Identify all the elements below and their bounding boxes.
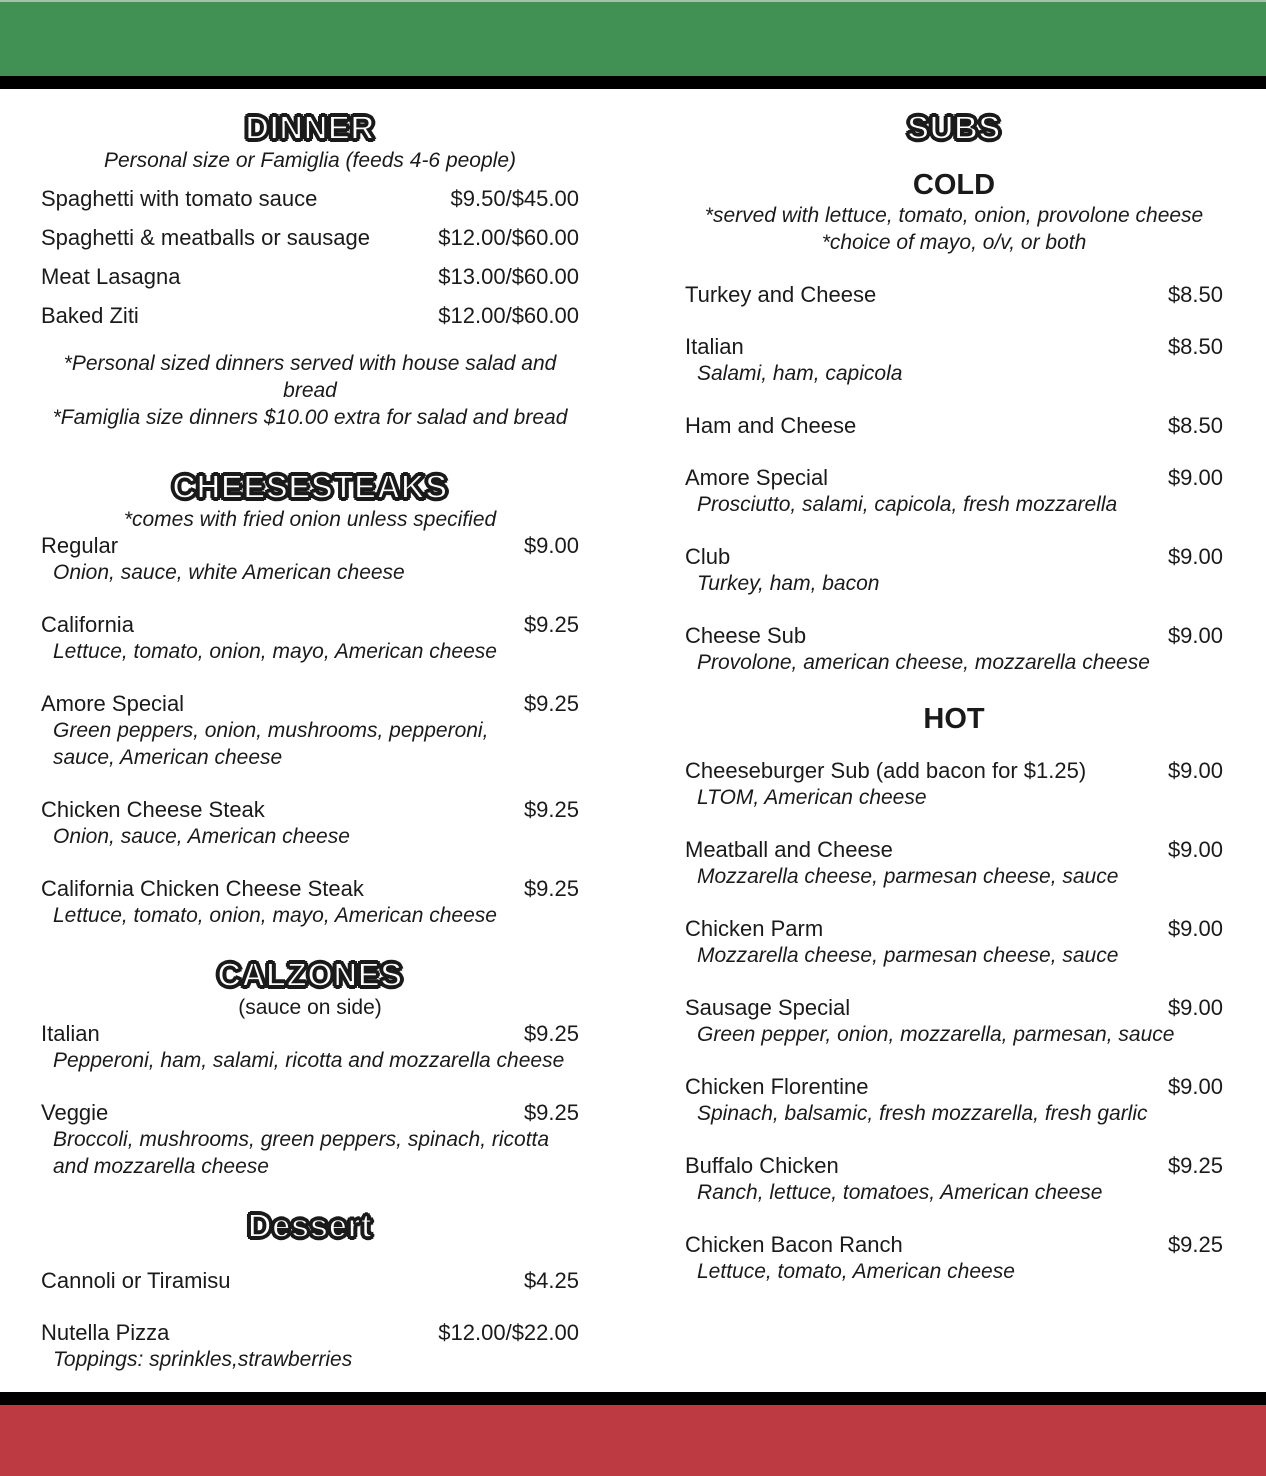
menu-item xyxy=(41,1021,579,1074)
item-name: Cheeseburger Sub (add bacon for $1.25) xyxy=(685,758,1087,783)
dessert-section xyxy=(41,1206,579,1373)
item-description: Provolone, american cheese, mozzarella cheese xyxy=(697,651,1150,674)
section-title-cheesesteaks: CHEESESTEAKS xyxy=(172,468,448,505)
item-description: Onion, sauce, American cheese xyxy=(53,825,350,848)
menu-item xyxy=(41,691,579,771)
item-description: Green pepper, onion, mozzarella, parmesan, sauce xyxy=(697,1023,1175,1046)
item-name: Nutella Pizza xyxy=(41,1320,170,1345)
menu-item xyxy=(685,1153,1223,1206)
section-title-dinner: DINNER xyxy=(245,109,375,146)
item-description: Prosciutto, salami, capicola, fresh mozzarella xyxy=(697,493,1118,516)
menu-item xyxy=(685,916,1223,969)
item-description: Lettuce, tomato, onion, mayo, American cheese xyxy=(53,640,497,663)
cold-heading: COLD xyxy=(912,169,996,201)
menu-item xyxy=(685,544,1223,597)
item-name: Meatball and Cheese xyxy=(685,837,893,862)
calzones-subtitle: (sauce on side) xyxy=(238,996,382,1019)
item-price: $9.00 xyxy=(1167,837,1223,862)
item-description: Green peppers, onion, mushrooms, pepperoni, sauce, American cheese xyxy=(53,719,489,769)
item-description: Turkey, ham, bacon xyxy=(697,572,880,595)
menu-item xyxy=(41,1100,579,1180)
item-price: $9.00 xyxy=(1167,758,1223,783)
item-description: Lettuce, tomato, onion, mayo, American cheese xyxy=(53,904,497,927)
item-description: Mozzarella cheese, parmesan cheese, sauce xyxy=(697,944,1119,967)
item-price: $9.00 xyxy=(1167,465,1223,490)
menu-item xyxy=(41,264,579,290)
item-description: LTOM, American cheese xyxy=(697,786,927,809)
menu-item xyxy=(41,612,579,665)
cold-note: *choice of mayo, o/v, or both xyxy=(821,231,1087,254)
dinner-note: *Famiglia size dinners $10.00 extra for salad and bread xyxy=(52,406,568,429)
item-description: Onion, sauce, white American cheese xyxy=(53,561,405,584)
item-description: Lettuce, tomato, American cheese xyxy=(697,1260,1015,1283)
menu-item xyxy=(685,465,1223,518)
item-price: $9.00 xyxy=(1167,544,1223,569)
menu-item xyxy=(685,413,1223,439)
menu-item xyxy=(685,1074,1223,1127)
item-name: Chicken Cheese Steak xyxy=(41,797,265,822)
menu-item xyxy=(41,876,579,929)
left-column xyxy=(41,108,579,1399)
item-description: Toppings: sprinkles,strawberries xyxy=(53,1348,353,1371)
item-price: $8.50 xyxy=(1167,334,1223,359)
item-price: $9.25 xyxy=(523,797,579,822)
item-name: Regular xyxy=(41,533,119,558)
dinner-section xyxy=(41,108,579,431)
section-title-dessert: Dessert xyxy=(247,1207,373,1244)
item-price: $9.25 xyxy=(523,1021,579,1046)
item-price: $9.25 xyxy=(523,691,579,716)
item-name: Meat Lasagna xyxy=(41,264,181,289)
item-price: $12.00/$22.00 xyxy=(438,1320,579,1345)
menu-item xyxy=(685,334,1223,387)
item-price: $9.25 xyxy=(1167,1153,1223,1178)
item-name: Ham and Cheese xyxy=(685,413,857,438)
bottom-color-band xyxy=(0,1405,1266,1476)
top-color-band xyxy=(0,0,1266,76)
cheesesteaks-section xyxy=(41,467,579,929)
item-price: $12.00/$60.00 xyxy=(438,303,579,328)
top-black-bar xyxy=(0,76,1266,89)
item-price: $9.25 xyxy=(1167,1232,1223,1257)
menu-item xyxy=(685,282,1223,308)
item-price: $9.50/$45.00 xyxy=(450,186,579,211)
item-name: Baked Ziti xyxy=(41,303,139,328)
item-description: Spinach, balsamic, fresh mozzarella, fresh garlic xyxy=(697,1102,1148,1125)
item-name: Chicken Bacon Ranch xyxy=(685,1232,903,1257)
menu-item xyxy=(685,623,1223,676)
item-name: Buffalo Chicken xyxy=(685,1153,839,1178)
item-name: California Chicken Cheese Steak xyxy=(41,876,364,901)
cheesesteaks-subtitle: *comes with fried onion unless specified xyxy=(123,508,497,531)
menu-item xyxy=(41,303,579,329)
item-price: $9.25 xyxy=(523,876,579,901)
item-description: Salami, ham, capicola xyxy=(697,362,903,385)
item-price: $12.00/$60.00 xyxy=(438,225,579,250)
section-title-calzones: CALZONES xyxy=(217,956,403,993)
item-description: Pepperoni, ham, salami, ricotta and mozzarella cheese xyxy=(53,1049,565,1072)
cold-subs-section xyxy=(685,168,1223,676)
item-price: $9.25 xyxy=(523,1100,579,1125)
item-name: Spaghetti & meatballs or sausage xyxy=(41,225,370,250)
menu-item xyxy=(41,1268,579,1294)
item-name: Spaghetti with tomato sauce xyxy=(41,186,318,211)
item-price: $9.00 xyxy=(1167,995,1223,1020)
right-column xyxy=(685,108,1223,1311)
dinner-note: *Personal sized dinners served with house salad and bread xyxy=(63,352,557,402)
menu-item xyxy=(41,533,579,586)
item-price: $9.00 xyxy=(1167,623,1223,648)
bottom-black-bar xyxy=(0,1392,1266,1405)
menu-item xyxy=(685,1232,1223,1285)
item-name: Chicken Florentine xyxy=(685,1074,869,1099)
menu-item xyxy=(685,837,1223,890)
section-title-subs: SUBS xyxy=(907,109,1001,146)
menu-item xyxy=(685,995,1223,1048)
menu-item xyxy=(41,186,579,212)
dinner-subtitle: Personal size or Famiglia (feeds 4-6 people) xyxy=(103,149,517,172)
item-name: Amore Special xyxy=(41,691,185,716)
item-name: California xyxy=(41,612,134,637)
item-price: $13.00/$60.00 xyxy=(438,264,579,289)
item-name: Veggie xyxy=(41,1100,109,1125)
item-price: $9.25 xyxy=(523,612,579,637)
item-name: Italian xyxy=(685,334,744,359)
item-name: Club xyxy=(685,544,731,569)
item-name: Sausage Special xyxy=(685,995,851,1020)
item-name: Cheese Sub xyxy=(685,623,807,648)
menu-item xyxy=(685,758,1223,811)
item-price: $4.25 xyxy=(523,1268,579,1293)
cold-note: *served with lettuce, tomato, onion, provolone cheese xyxy=(704,204,1204,227)
menu-item xyxy=(41,225,579,251)
item-description: Ranch, lettuce, tomatoes, American cheese xyxy=(697,1181,1103,1204)
item-price: $9.00 xyxy=(1167,916,1223,941)
item-name: Cannoli or Tiramisu xyxy=(41,1268,231,1293)
item-name: Turkey and Cheese xyxy=(685,282,877,307)
menu-item xyxy=(41,1320,579,1373)
item-price: $8.50 xyxy=(1167,413,1223,438)
item-price: $8.50 xyxy=(1167,282,1223,307)
item-price: $9.00 xyxy=(523,533,579,558)
item-name: Chicken Parm xyxy=(685,916,824,941)
calzones-section xyxy=(41,955,579,1180)
hot-heading: HOT xyxy=(923,703,985,735)
menu-item xyxy=(41,797,579,850)
hot-subs-section xyxy=(685,702,1223,1285)
item-description: Broccoli, mushrooms, green peppers, spinach, ricotta and mozzarella cheese xyxy=(53,1128,550,1178)
item-price: $9.00 xyxy=(1167,1074,1223,1099)
item-name: Amore Special xyxy=(685,465,829,490)
item-name: Italian xyxy=(41,1021,100,1046)
item-description: Mozzarella cheese, parmesan cheese, sauce xyxy=(697,865,1119,888)
